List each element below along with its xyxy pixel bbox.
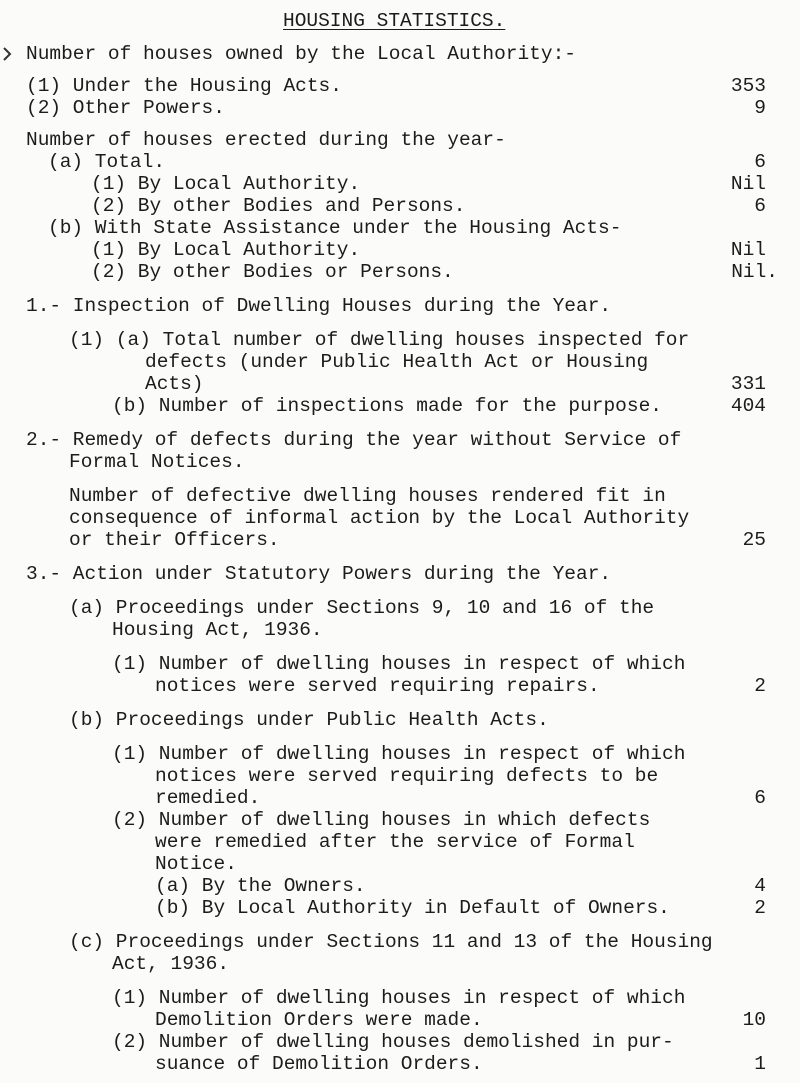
- section3-b1-value: 6: [754, 787, 766, 809]
- section2-body-line: Number of defective dwelling houses rendered fit in: [69, 485, 666, 507]
- erected-b1-label: (1) By Local Authority.: [91, 239, 361, 261]
- section3-c2-line: suance of Demolition Orders.: [155, 1053, 483, 1075]
- erected-b1-value: Nil: [730, 239, 766, 261]
- page-title: HOUSING STATISTICS.: [283, 10, 506, 32]
- erected-b-label: (b) With State Assistance under the Housing Acts-: [48, 217, 622, 239]
- owned-item-value: 9: [754, 97, 766, 119]
- owned-heading: Number of houses owned by the Local Authority:-: [26, 43, 576, 65]
- section3-b2-line: Notice.: [155, 853, 237, 875]
- section3-b2a-value: 4: [754, 875, 766, 897]
- erected-a2-label: (2) By other Bodies and Persons.: [91, 195, 466, 217]
- section2-body-line: consequence of informal action by the Local Authority: [69, 507, 690, 529]
- erected-a1-value: Nil: [730, 173, 766, 195]
- section3-b1-line: remedied.: [155, 787, 261, 809]
- erected-a2-value: 6: [754, 195, 766, 217]
- section3-b2a-label: (a) By the Owners.: [155, 875, 366, 897]
- section3-c1-value: 10: [742, 1009, 766, 1031]
- section2-heading: 2.- Remedy of defects during the year without Service of: [26, 429, 682, 451]
- section3-b2b-value: 2: [754, 897, 766, 919]
- erected-total-label: (a) Total.: [48, 151, 166, 173]
- section1-a-line: (1) (a) Total number of dwelling houses inspected for: [69, 329, 690, 351]
- section2-value: 25: [742, 529, 766, 551]
- margin-arrow-icon: [2, 47, 12, 61]
- section3-c-line: (c) Proceedings under Sections 11 and 13 of the Housing: [69, 931, 713, 953]
- section3-b-heading: (b) Proceedings under Public Health Acts.: [69, 709, 549, 731]
- section1-b-value: 404: [730, 395, 766, 417]
- section2-body-line: or their Officers.: [69, 529, 280, 551]
- section2-heading: Formal Notices.: [69, 451, 245, 473]
- section3-c-line: Act, 1936.: [112, 953, 230, 975]
- section3-c1-line: Demolition Orders were made.: [155, 1009, 483, 1031]
- owned-item-value: 353: [730, 75, 766, 97]
- section1-a-value: 331: [730, 373, 766, 395]
- erected-a1-label: (1) By Local Authority.: [91, 173, 361, 195]
- owned-item-label: (2) Other Powers.: [26, 97, 225, 119]
- section3-heading: 3.- Action under Statutory Powers during the Year.: [26, 563, 612, 585]
- section3-a1-line: (1) Number of dwelling houses in respect of which: [112, 653, 686, 675]
- owned-item-label: (1) Under the Housing Acts.: [26, 75, 342, 97]
- section1-a-line: Acts): [145, 373, 204, 395]
- section3-c2-value: 1: [754, 1053, 766, 1075]
- section3-b2b-label: (b) By Local Authority in Default of Owners.: [155, 897, 670, 919]
- section1-b-label: (b) Number of inspections made for the purpose.: [112, 395, 662, 417]
- section3-c1-line: (1) Number of dwelling houses in respect of which: [112, 987, 686, 1009]
- erected-b2-label: (2) By other Bodies or Persons.: [91, 261, 454, 283]
- section3-a-line: (a) Proceedings under Sections 9, 10 and 16 of the: [69, 597, 655, 619]
- section1-a-line: defects (under Public Health Act or Housing: [145, 351, 649, 373]
- erected-b2-value: Nil.: [731, 261, 778, 283]
- section3-a-line: Housing Act, 1936.: [112, 619, 323, 641]
- section3-a1-line: notices were served requiring repairs.: [155, 675, 600, 697]
- erected-total-value: 6: [754, 151, 766, 173]
- section3-b2-line: were remedied after the service of Formal: [155, 831, 635, 853]
- section3-b2-line: (2) Number of dwelling houses in which defects: [112, 809, 651, 831]
- section3-b1-line: (1) Number of dwelling houses in respect of which: [112, 743, 686, 765]
- erected-heading: Number of houses erected during the year-: [26, 129, 506, 151]
- section3-c2-line: (2) Number of dwelling houses demolished in pur-: [112, 1031, 674, 1053]
- section3-b1-line: notices were served requiring defects to be: [155, 765, 659, 787]
- section1-heading: 1.- Inspection of Dwelling Houses during the Year.: [26, 295, 612, 317]
- section3-a1-value: 2: [754, 675, 766, 697]
